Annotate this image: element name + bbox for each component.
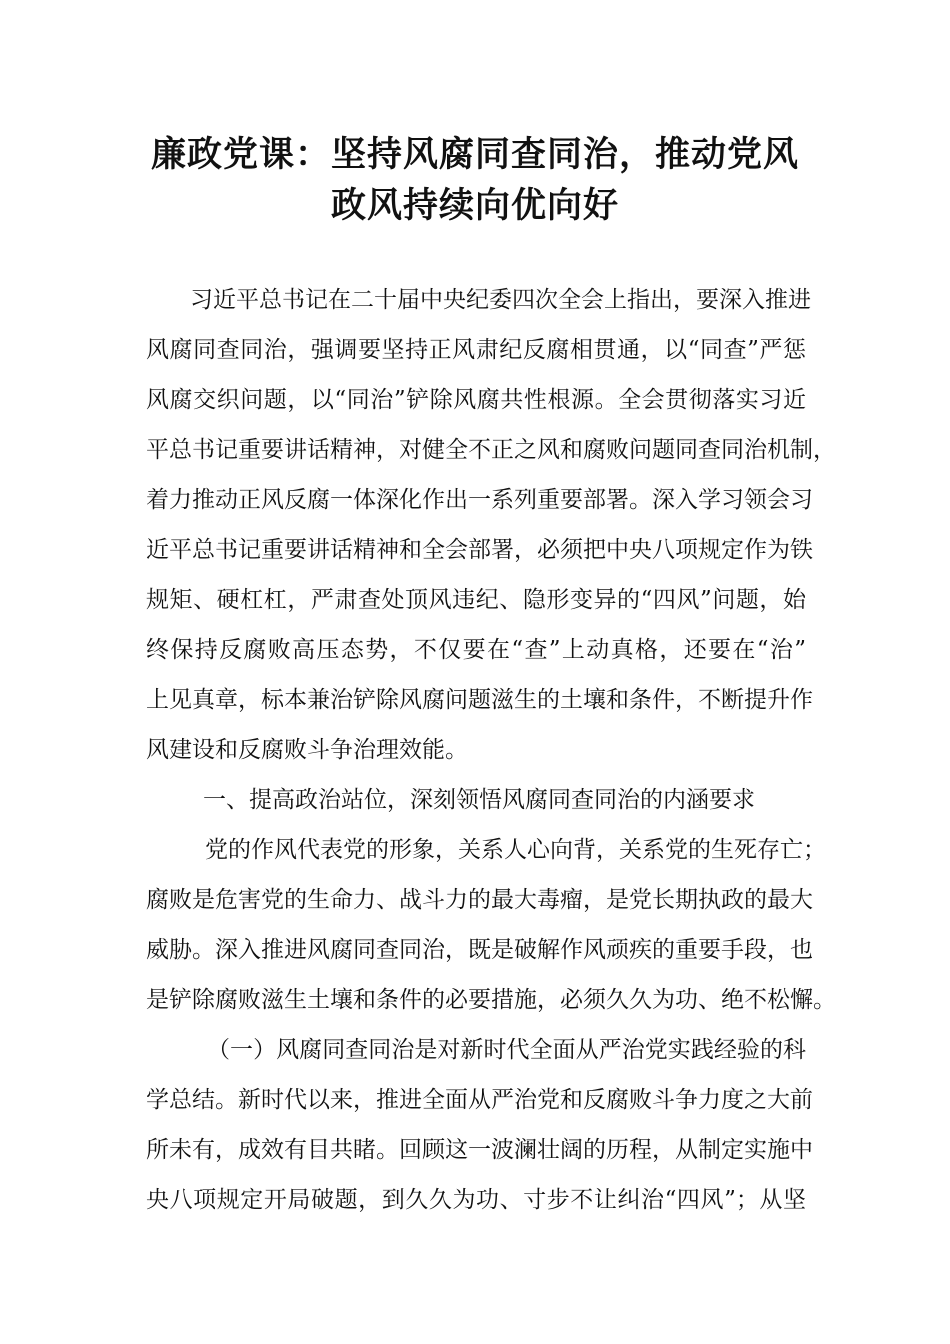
body-line-11: 党的作风代表党的形象，关系人心向背，关系党的生死存亡； [205, 837, 826, 863]
body-line-3: 风腐交织问题，以“同治”铲除风腐共性根源。全会贯彻落实习近 [146, 387, 806, 413]
body-line-13: 威胁。深入推进风腐同查同治，既是破解作风顽疾的重要手段，也 [146, 937, 813, 963]
body-line-1: 习近平总书记在二十届中央纪委四次全会上指出，要深入推进 [190, 287, 811, 313]
body-line-4: 平总书记重要讲话精神，对健全不正之风和腐败问题同查同治机制， [146, 437, 836, 463]
body-line-2: 风腐同查同治，强调要坚持正风肃纪反腐相贯通，以“同查”严惩 [146, 337, 806, 363]
body-line-15: 学总结。新时代以来，推进全面从严治党和反腐败斗争力度之大前 [146, 1087, 813, 1113]
body-line-6: 近平总书记重要讲话精神和全会部署，必须把中央八项规定作为铁 [146, 537, 813, 563]
section-heading-1: 一、提高政治站位，深刻领悟风腐同查同治的内涵要求 [203, 787, 755, 813]
body-line-14: 是铲除腐败滋生土壤和条件的必要措施，必须久久为功、绝不松懈。 [146, 987, 836, 1013]
body-line-10: 风建设和反腐败斗争治理效能。 [146, 737, 468, 763]
body-line-5: 着力推动正风反腐一体深化作出一系列重要部署。深入学习领会习 [146, 487, 813, 513]
body-line-17: 央八项规定开局破题，到久久为功、寸步不让纠治“四风”；从坚 [146, 1187, 806, 1213]
document-title-line-2: 政风持续向优向好 [330, 186, 619, 226]
body-line-7: 规矩、硬杠杠，严肃查处顶风违纪、隐形变异的“四风”问题，始 [146, 587, 806, 613]
body-line-16: 所未有，成效有目共睹。回顾这一波澜壮阔的历程，从制定实施中 [146, 1137, 813, 1163]
document-title-line-1: 廉政党课：坚持风腐同查同治，推动党风 [150, 135, 799, 175]
body-line-12: 腐败是危害党的生命力、战斗力的最大毒瘤，是党长期执政的最大 [146, 887, 813, 913]
body-line-9: 上见真章，标本兼治铲除风腐问题滋生的土壤和条件，不断提升作 [146, 687, 813, 713]
subsection-heading-1: （一）风腐同查同治是对新时代全面从严治党实践经验的科 [207, 1037, 806, 1063]
body-line-8: 终保持反腐败高压态势，不仅要在“查”上动真格，还要在“治” [146, 637, 806, 663]
